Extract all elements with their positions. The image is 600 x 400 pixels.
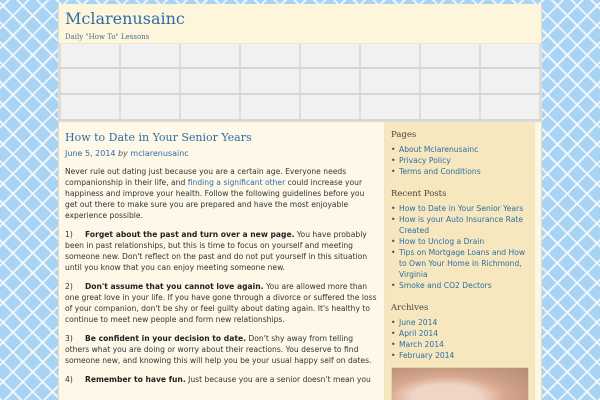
page-wrapper — [58, 4, 542, 400]
link-text[interactable]: Terms and Conditions — [399, 167, 481, 176]
link-text[interactable]: June 2014 — [399, 318, 438, 327]
tip-number: 1) — [65, 230, 73, 239]
pages-link[interactable] — [391, 144, 529, 155]
tip-heading: Be confident in your decision to date. — [85, 334, 247, 343]
tip-heading: Forget about the past and turn over a new page. — [85, 230, 295, 239]
link-text[interactable]: About Mclarenusainc — [399, 145, 479, 154]
site-header — [59, 4, 541, 44]
link-text[interactable]: Smoke and CO2 Dectors — [399, 281, 492, 290]
archive-link[interactable] — [391, 328, 529, 339]
link-text[interactable]: How to Date in Your Senior Years — [399, 204, 524, 213]
pages-heading: Pages — [391, 130, 417, 140]
post-content — [65, 166, 378, 385]
recent-post-link[interactable] — [391, 236, 529, 247]
link-text[interactable]: February 2014 — [399, 351, 455, 360]
tip-number: 2) — [65, 282, 73, 291]
tip-text: Don't shy away from telling others what you are doing or worry about their reactions. You deserve to find someone new, and knowing this will help you be your usual happy self on dates. — [65, 334, 372, 365]
post-intro — [65, 166, 378, 221]
pages-link[interactable] — [391, 166, 529, 177]
sidebar — [385, 122, 535, 400]
archive-link[interactable] — [391, 317, 529, 328]
header-banner-image — [59, 44, 541, 122]
archives-widget — [391, 303, 529, 400]
recent-post-link[interactable] — [391, 214, 529, 236]
post-meta — [65, 149, 378, 158]
by-label: by — [118, 149, 128, 158]
tip-paragraph — [65, 229, 378, 273]
pages-link[interactable] — [391, 155, 529, 166]
sidebar-photo — [391, 367, 529, 400]
post-date[interactable]: June 5, 2014 — [65, 149, 116, 158]
tip-number: 3) — [65, 334, 73, 343]
tip-number: 4) — [65, 375, 73, 384]
recent-posts-heading: Recent Posts — [391, 189, 447, 199]
tip-paragraph — [65, 281, 378, 325]
recent-post-link[interactable] — [391, 280, 529, 291]
recent-posts-widget — [391, 189, 529, 291]
post-title[interactable]: How to Date in Your Senior Years — [65, 131, 252, 144]
post-author[interactable]: mclarenusainc — [130, 149, 189, 158]
tip-text: You have probably been in past relationships, but this is time to focus on yourself and meeting someone new. Don't reflect on the past and do not put yourself in this situation until you know that you can enjoy meeting someone new. — [65, 230, 368, 272]
link-text[interactable]: How to Unclog a Drain — [399, 237, 485, 246]
recent-post-link[interactable] — [391, 247, 529, 280]
link-text[interactable]: April 2014 — [399, 329, 439, 338]
tip-heading: Don't assume that you cannot love again. — [85, 282, 264, 291]
main-content — [59, 122, 385, 400]
link-text[interactable]: How is your Auto Insurance Rate Created — [399, 215, 524, 235]
intro-text-1: Never rule out dating just because you are a certain age. Everyone needs companionship in their life, and — [65, 167, 347, 187]
tip-text: Just because you are a senior doesn't mean you — [185, 375, 371, 384]
archive-link[interactable] — [391, 350, 529, 361]
intro-text-2: could increase your happiness and improve your health. Follow the following guidelines before you get out there to make sure you are prepared and have the most enjoyable experience possible. — [65, 178, 365, 220]
tip-paragraph — [65, 333, 378, 366]
site-title[interactable]: Mclarenusainc — [65, 9, 185, 28]
archive-link[interactable] — [391, 339, 529, 350]
link-text[interactable]: Privacy Policy — [399, 156, 451, 165]
link-text[interactable]: March 2014 — [399, 340, 444, 349]
site-tagline: Daily "How To" Lessons — [65, 33, 150, 41]
tip-heading: Remember to have fun. — [85, 375, 186, 384]
pages-widget — [391, 130, 529, 177]
tip-paragraph — [65, 374, 378, 385]
recent-post-link[interactable] — [391, 203, 529, 214]
link-text[interactable]: Tips on Mortgage Loans and How to Own Your Home in Richmond, Virginia — [399, 248, 526, 279]
tip-text: You are allowed more than one great love in your life. If you have gone through a divorce or suffered the loss of your companion, don't be shy or feel guilty about dating again. It's healthy to continue to meet new people and form new relationships. — [65, 282, 377, 324]
significant-other-link[interactable]: finding a significant other — [187, 178, 286, 187]
archives-heading: Archives — [391, 303, 429, 313]
